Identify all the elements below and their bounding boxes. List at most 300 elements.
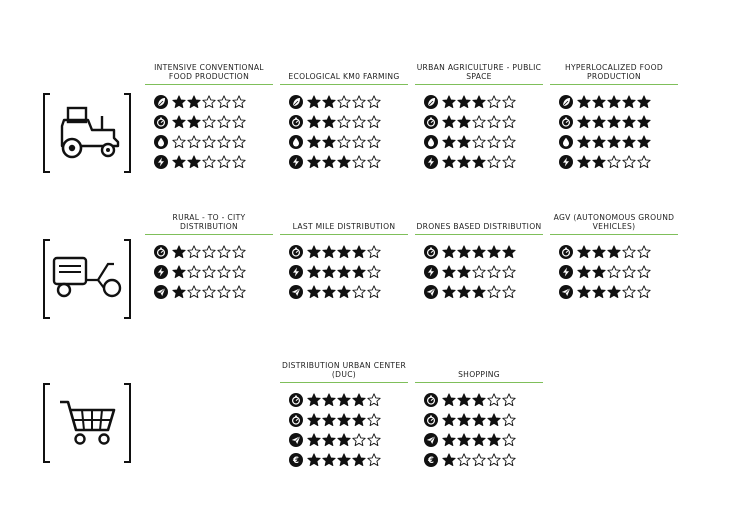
star-rating: [307, 433, 382, 447]
rating-row: [559, 132, 678, 152]
lightning-icon: [424, 265, 438, 279]
rating-row: [154, 92, 273, 112]
euro-icon: [289, 453, 303, 467]
column-title: SHOPPING: [458, 370, 500, 379]
column-title: LAST MILE DISTRIBUTION: [292, 222, 396, 231]
star-filled-icon: [592, 265, 606, 279]
star-empty-icon: [217, 155, 231, 169]
star-filled-icon: [307, 285, 321, 299]
rating-list: [415, 390, 543, 470]
star-empty-icon: [472, 135, 486, 149]
star-filled-icon: [322, 413, 336, 427]
star-filled-icon: [457, 413, 471, 427]
svg-text:€: €: [293, 456, 299, 465]
column-divider: [550, 84, 678, 85]
star-filled-icon: [337, 265, 351, 279]
star-rating: [442, 245, 517, 259]
star-filled-icon: [457, 135, 471, 149]
star-rating: [307, 265, 382, 279]
star-rating: [442, 433, 517, 447]
column-title: URBAN AGRICULTURE - PUBLIC SPACE: [416, 63, 542, 81]
star-empty-icon: [637, 285, 651, 299]
star-empty-icon: [217, 285, 231, 299]
rating-list: [415, 242, 543, 302]
star-filled-icon: [337, 393, 351, 407]
star-filled-icon: [307, 135, 321, 149]
star-filled-icon: [472, 95, 486, 109]
column-divider: [145, 84, 273, 85]
star-empty-icon: [187, 245, 201, 259]
rating-row: [424, 112, 543, 132]
star-rating: [307, 393, 382, 407]
star-filled-icon: [577, 245, 591, 259]
star-filled-icon: [607, 115, 621, 129]
star-filled-icon: [472, 393, 486, 407]
star-empty-icon: [232, 115, 246, 129]
rating-row: [289, 242, 408, 262]
star-empty-icon: [352, 433, 366, 447]
euro-icon: [424, 453, 438, 467]
rating-row: [289, 132, 408, 152]
star-empty-icon: [217, 265, 231, 279]
star-empty-icon: [502, 393, 516, 407]
rating-list: [550, 92, 678, 172]
rating-row: [559, 112, 678, 132]
star-filled-icon: [442, 115, 456, 129]
timer-icon: [289, 115, 303, 129]
star-filled-icon: [472, 413, 486, 427]
shopping-cart-icon: [42, 382, 132, 464]
star-filled-icon: [307, 393, 321, 407]
column-title: DISTRIBUTION URBAN CENTER (DUC): [281, 361, 407, 379]
rating-row: [559, 282, 678, 302]
star-filled-icon: [592, 135, 606, 149]
star-rating: [577, 285, 652, 299]
star-empty-icon: [502, 135, 516, 149]
star-filled-icon: [472, 155, 486, 169]
star-filled-icon: [457, 95, 471, 109]
star-empty-icon: [202, 115, 216, 129]
star-empty-icon: [607, 265, 621, 279]
star-empty-icon: [367, 265, 381, 279]
star-filled-icon: [442, 245, 456, 259]
paper-plane-icon: [289, 433, 303, 447]
star-filled-icon: [442, 433, 456, 447]
star-empty-icon: [217, 95, 231, 109]
rating-row: [289, 430, 408, 450]
column-divider: [280, 84, 408, 85]
column-divider: [550, 234, 678, 235]
star-empty-icon: [502, 95, 516, 109]
star-empty-icon: [367, 413, 381, 427]
column-title: HYPERLOCALIZED FOOD PRODUCTION: [564, 63, 664, 81]
star-empty-icon: [337, 95, 351, 109]
rating-row: [154, 262, 273, 282]
water-drop-icon: [289, 135, 303, 149]
timer-icon: [154, 115, 168, 129]
star-filled-icon: [607, 285, 621, 299]
rating-row: [289, 390, 408, 410]
star-filled-icon: [442, 265, 456, 279]
star-rating: [442, 155, 517, 169]
star-empty-icon: [202, 265, 216, 279]
column-title: AGV (AUTONOMOUS GROUND VEHICLES): [553, 213, 675, 231]
star-rating: [172, 265, 247, 279]
star-empty-icon: [367, 155, 381, 169]
rating-row: [424, 390, 543, 410]
rating-list: [145, 242, 273, 302]
star-filled-icon: [337, 453, 351, 467]
timer-icon: [424, 393, 438, 407]
star-empty-icon: [502, 453, 516, 467]
star-empty-icon: [367, 95, 381, 109]
star-rating: [442, 115, 517, 129]
star-rating: [172, 285, 247, 299]
star-filled-icon: [577, 285, 591, 299]
delivery-tricycle-icon: [42, 238, 132, 320]
star-filled-icon: [352, 265, 366, 279]
rating-row: [424, 450, 543, 470]
star-empty-icon: [337, 115, 351, 129]
lightning-icon: [289, 155, 303, 169]
water-drop-icon: [154, 135, 168, 149]
star-empty-icon: [232, 245, 246, 259]
star-filled-icon: [607, 245, 621, 259]
column-divider: [145, 234, 273, 235]
column-rural-to-city: [145, 205, 273, 302]
star-empty-icon: [502, 155, 516, 169]
star-filled-icon: [622, 135, 636, 149]
leaf-icon: [154, 95, 168, 109]
star-empty-icon: [622, 265, 636, 279]
column-title: INTENSIVE CONVENTIONAL FOOD PRODUCTION: [154, 63, 264, 81]
star-empty-icon: [232, 285, 246, 299]
rating-list: [550, 242, 678, 302]
paper-plane-icon: [424, 285, 438, 299]
star-filled-icon: [487, 413, 501, 427]
star-rating: [172, 115, 247, 129]
rating-row: [289, 282, 408, 302]
rating-row: [559, 242, 678, 262]
column-divider: [415, 382, 543, 383]
rating-list: [415, 92, 543, 172]
column-urban-agriculture: [415, 55, 543, 172]
star-empty-icon: [487, 453, 501, 467]
star-empty-icon: [502, 413, 516, 427]
star-filled-icon: [502, 245, 516, 259]
leaf-icon: [424, 95, 438, 109]
star-empty-icon: [232, 155, 246, 169]
column-divider: [415, 84, 543, 85]
star-empty-icon: [367, 245, 381, 259]
tractor-icon: [42, 92, 132, 174]
star-filled-icon: [337, 433, 351, 447]
rating-list: [280, 242, 408, 302]
star-filled-icon: [307, 453, 321, 467]
star-rating: [307, 245, 382, 259]
rating-row: [559, 92, 678, 112]
water-drop-icon: [424, 135, 438, 149]
timer-icon: [289, 413, 303, 427]
star-rating: [172, 245, 247, 259]
star-filled-icon: [622, 95, 636, 109]
rating-row: [154, 112, 273, 132]
rating-row: [424, 430, 543, 450]
rating-row: [559, 152, 678, 172]
star-empty-icon: [487, 135, 501, 149]
star-filled-icon: [442, 393, 456, 407]
star-filled-icon: [457, 393, 471, 407]
star-rating: [442, 135, 517, 149]
star-filled-icon: [577, 135, 591, 149]
column-drones: [415, 205, 543, 302]
star-filled-icon: [322, 155, 336, 169]
star-empty-icon: [367, 115, 381, 129]
star-rating: [307, 453, 382, 467]
rating-row: [289, 410, 408, 430]
column-divider: [280, 234, 408, 235]
star-filled-icon: [577, 115, 591, 129]
timer-icon: [289, 245, 303, 259]
star-rating: [577, 265, 652, 279]
star-filled-icon: [172, 95, 186, 109]
star-rating: [577, 95, 652, 109]
lightning-icon: [154, 265, 168, 279]
column-ecological-km0: [280, 55, 408, 172]
star-filled-icon: [472, 433, 486, 447]
star-empty-icon: [487, 95, 501, 109]
star-rating: [442, 453, 517, 467]
timer-icon: [424, 413, 438, 427]
star-filled-icon: [637, 135, 651, 149]
lightning-icon: [424, 155, 438, 169]
star-filled-icon: [322, 453, 336, 467]
star-filled-icon: [322, 115, 336, 129]
column-divider: [415, 234, 543, 235]
leaf-icon: [289, 95, 303, 109]
star-filled-icon: [307, 115, 321, 129]
rating-row: [154, 152, 273, 172]
star-filled-icon: [187, 95, 201, 109]
star-filled-icon: [307, 433, 321, 447]
star-rating: [172, 155, 247, 169]
star-rating: [442, 285, 517, 299]
star-rating: [307, 115, 382, 129]
star-empty-icon: [367, 285, 381, 299]
water-drop-icon: [559, 135, 573, 149]
star-rating: [442, 393, 517, 407]
star-filled-icon: [322, 95, 336, 109]
lightning-icon: [289, 265, 303, 279]
star-empty-icon: [637, 155, 651, 169]
star-filled-icon: [337, 285, 351, 299]
lightning-icon: [559, 155, 573, 169]
paper-plane-icon: [559, 285, 573, 299]
star-filled-icon: [622, 115, 636, 129]
column-title: DRONES BASED DISTRIBUTION: [416, 222, 542, 231]
star-empty-icon: [187, 265, 201, 279]
paper-plane-icon: [154, 285, 168, 299]
star-empty-icon: [367, 393, 381, 407]
star-filled-icon: [307, 155, 321, 169]
star-empty-icon: [232, 135, 246, 149]
star-filled-icon: [592, 285, 606, 299]
star-rating: [442, 413, 517, 427]
timer-icon: [424, 115, 438, 129]
star-empty-icon: [202, 285, 216, 299]
star-empty-icon: [622, 285, 636, 299]
star-empty-icon: [187, 285, 201, 299]
star-filled-icon: [172, 285, 186, 299]
star-empty-icon: [472, 115, 486, 129]
star-empty-icon: [637, 245, 651, 259]
star-empty-icon: [472, 265, 486, 279]
lightning-icon: [559, 265, 573, 279]
star-empty-icon: [487, 115, 501, 129]
star-filled-icon: [457, 433, 471, 447]
column-last-mile: [280, 205, 408, 302]
timer-icon: [424, 245, 438, 259]
star-filled-icon: [322, 393, 336, 407]
star-empty-icon: [217, 115, 231, 129]
star-filled-icon: [592, 95, 606, 109]
rating-row: [289, 112, 408, 132]
star-filled-icon: [322, 135, 336, 149]
star-empty-icon: [367, 433, 381, 447]
star-filled-icon: [487, 433, 501, 447]
rating-row: [424, 410, 543, 430]
star-empty-icon: [337, 135, 351, 149]
paper-plane-icon: [424, 433, 438, 447]
star-filled-icon: [637, 115, 651, 129]
rating-list: [280, 92, 408, 172]
star-empty-icon: [217, 135, 231, 149]
star-filled-icon: [307, 245, 321, 259]
timer-icon: [559, 245, 573, 259]
star-empty-icon: [217, 245, 231, 259]
star-empty-icon: [487, 155, 501, 169]
svg-text:€: €: [428, 456, 434, 465]
star-filled-icon: [337, 413, 351, 427]
star-filled-icon: [442, 135, 456, 149]
star-filled-icon: [322, 433, 336, 447]
rating-row: [154, 132, 273, 152]
star-filled-icon: [592, 245, 606, 259]
star-rating: [577, 135, 652, 149]
star-filled-icon: [307, 413, 321, 427]
star-empty-icon: [487, 285, 501, 299]
star-filled-icon: [457, 285, 471, 299]
star-empty-icon: [202, 155, 216, 169]
star-rating: [172, 135, 247, 149]
star-filled-icon: [607, 135, 621, 149]
star-filled-icon: [472, 245, 486, 259]
paper-plane-icon: [289, 285, 303, 299]
star-rating: [577, 245, 652, 259]
column-hyperlocalized: [550, 55, 678, 172]
lightning-icon: [154, 155, 168, 169]
star-empty-icon: [232, 265, 246, 279]
star-rating: [172, 95, 247, 109]
star-filled-icon: [577, 265, 591, 279]
star-empty-icon: [367, 453, 381, 467]
star-empty-icon: [472, 453, 486, 467]
column-agv: [550, 205, 678, 302]
star-filled-icon: [172, 115, 186, 129]
star-empty-icon: [502, 265, 516, 279]
star-empty-icon: [202, 135, 216, 149]
rating-row: [424, 132, 543, 152]
star-filled-icon: [457, 245, 471, 259]
star-empty-icon: [487, 265, 501, 279]
star-rating: [577, 155, 652, 169]
rating-list: [145, 92, 273, 172]
star-filled-icon: [457, 115, 471, 129]
column-intensive-conventional: [145, 55, 273, 172]
star-empty-icon: [622, 245, 636, 259]
leaf-icon: [559, 95, 573, 109]
star-filled-icon: [337, 245, 351, 259]
rating-row: [424, 152, 543, 172]
rating-row: [289, 92, 408, 112]
star-rating: [307, 135, 382, 149]
star-filled-icon: [172, 155, 186, 169]
star-empty-icon: [187, 135, 201, 149]
star-rating: [307, 413, 382, 427]
star-filled-icon: [457, 155, 471, 169]
star-empty-icon: [172, 135, 186, 149]
rating-row: [424, 92, 543, 112]
rating-row: [559, 262, 678, 282]
star-filled-icon: [307, 95, 321, 109]
star-empty-icon: [352, 135, 366, 149]
star-empty-icon: [502, 285, 516, 299]
star-filled-icon: [607, 95, 621, 109]
star-empty-icon: [202, 245, 216, 259]
star-empty-icon: [502, 433, 516, 447]
star-empty-icon: [352, 155, 366, 169]
star-filled-icon: [577, 155, 591, 169]
column-shopping: [415, 353, 543, 470]
column-duc: [280, 353, 408, 470]
rating-row: [424, 282, 543, 302]
star-filled-icon: [442, 413, 456, 427]
rating-list: [280, 390, 408, 470]
star-rating: [307, 285, 382, 299]
star-empty-icon: [487, 393, 501, 407]
timer-icon: [154, 245, 168, 259]
star-filled-icon: [457, 265, 471, 279]
star-filled-icon: [352, 393, 366, 407]
star-filled-icon: [337, 155, 351, 169]
rating-row: [289, 152, 408, 172]
rating-row: [289, 450, 408, 470]
star-filled-icon: [172, 265, 186, 279]
star-filled-icon: [442, 285, 456, 299]
rating-row: [289, 262, 408, 282]
star-filled-icon: [322, 265, 336, 279]
star-rating: [442, 95, 517, 109]
star-empty-icon: [457, 453, 471, 467]
timer-icon: [289, 393, 303, 407]
star-filled-icon: [442, 155, 456, 169]
star-filled-icon: [352, 413, 366, 427]
star-filled-icon: [577, 95, 591, 109]
star-filled-icon: [472, 285, 486, 299]
star-empty-icon: [637, 265, 651, 279]
star-empty-icon: [502, 115, 516, 129]
star-filled-icon: [487, 245, 501, 259]
